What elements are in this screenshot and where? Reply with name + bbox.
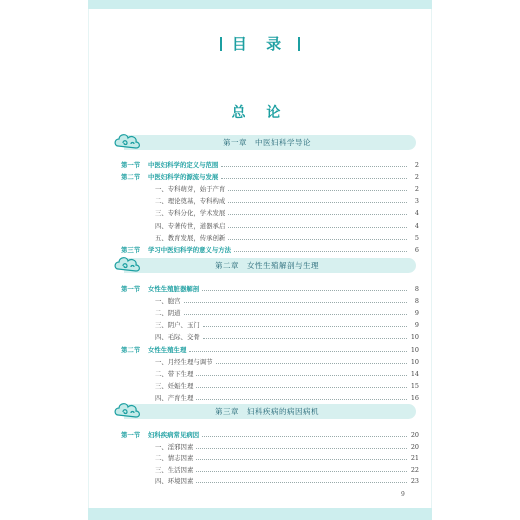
section-number: 第一节: [121, 431, 141, 439]
page-number: 9: [401, 491, 405, 498]
entry-page: 15: [410, 381, 419, 390]
toc-section-row[interactable]: [121, 159, 419, 171]
toc-subsection-row[interactable]: [121, 464, 419, 476]
entry-label: 二、情志因素: [155, 454, 194, 463]
entry-page: 20: [410, 442, 419, 451]
toc-subsection-row[interactable]: [121, 295, 419, 307]
chapter-banner: [118, 404, 416, 419]
entry-page: 8: [414, 285, 419, 293]
entry-label: 一、专科萌芽，始于产育: [155, 185, 226, 194]
entry-label: 学习中医妇科学的意义与方法: [148, 245, 232, 254]
toc-section-row[interactable]: [121, 344, 419, 356]
entry-page: 3: [414, 197, 419, 206]
entry-label: 四、产育生理: [155, 393, 194, 402]
entry-page: 4: [414, 221, 419, 230]
toc-subsection-row[interactable]: [121, 356, 419, 368]
title-right-bar: [298, 37, 300, 51]
entry-page: 23: [410, 477, 419, 486]
entry-page: 4: [414, 209, 419, 218]
leader-dots: [228, 202, 407, 203]
toc-subsection-row[interactable]: [121, 232, 419, 244]
leader-dots: [189, 351, 407, 352]
leader-dots: [234, 251, 407, 252]
leader-dots: [203, 326, 407, 327]
entry-label: 三、妊娠生理: [155, 381, 194, 390]
entry-page: 10: [410, 333, 419, 342]
leader-dots: [228, 214, 407, 215]
chapter-title: 第一章 中医妇科学导论: [223, 138, 311, 147]
entry-page: 10: [410, 357, 419, 366]
entry-label: 一、淫邪因素: [155, 442, 194, 451]
leader-dots: [202, 436, 407, 437]
section-title: 总 论: [231, 105, 289, 121]
page-title: [0, 33, 520, 54]
toc-subsection-row[interactable]: [121, 380, 419, 392]
page-right-border: [431, 9, 432, 508]
entry-page: 2: [414, 161, 419, 169]
top-decor-band: [88, 0, 432, 9]
toc-subsection-row[interactable]: [121, 195, 419, 207]
toc-subsection-row[interactable]: [121, 441, 419, 453]
section-number: 第一节: [121, 161, 141, 169]
leader-dots: [196, 399, 407, 400]
title-left-bar: [220, 37, 222, 51]
toc-section-row[interactable]: [121, 244, 419, 256]
entry-page: 9: [414, 321, 419, 330]
entry-page: 2: [414, 185, 419, 194]
entry-page: 22: [410, 465, 419, 474]
toc-section-row[interactable]: [121, 429, 419, 441]
entry-page: 6: [414, 245, 419, 254]
entry-label: 女性生殖生理: [148, 345, 187, 354]
toc-section-row[interactable]: [121, 171, 419, 183]
entry-page: 10: [410, 345, 419, 354]
section-number: 第二节: [121, 345, 141, 354]
entry-label: 中医妇科学的定义与范围: [148, 161, 219, 169]
toc-subsection-row[interactable]: [121, 475, 419, 487]
toc-section-row[interactable]: [121, 283, 419, 295]
page-left-border: [88, 9, 89, 508]
entry-label: 中医妇科学的源流与发展: [148, 173, 219, 182]
toc-subsection-row[interactable]: [121, 319, 419, 331]
toc-subsection-row[interactable]: [121, 207, 419, 219]
leader-dots: [184, 302, 407, 303]
entry-label: 二、理论奠基，专科构成: [155, 197, 226, 206]
entry-page: 5: [414, 233, 419, 242]
entry-label: 四、专著传世，道器承启: [155, 221, 226, 230]
toc-subsection-row[interactable]: [121, 220, 419, 232]
section-number: 第一节: [121, 285, 141, 293]
chapter-banner: [118, 258, 416, 273]
leader-dots: [221, 178, 407, 179]
entry-label: 三、生活因素: [155, 465, 194, 474]
leader-dots: [202, 290, 407, 291]
leader-dots: [196, 387, 407, 388]
leader-dots: [216, 363, 407, 364]
chapter-banner: [118, 135, 416, 150]
leader-dots: [196, 471, 407, 472]
leader-dots: [228, 239, 407, 240]
entry-label: 女性生殖脏器解剖: [148, 285, 200, 293]
toc-subsection-row[interactable]: [121, 183, 419, 195]
section-number: 第三节: [121, 245, 141, 254]
section-number: 第二节: [121, 173, 141, 182]
bottom-decor-band: [88, 508, 432, 520]
leader-dots: [196, 448, 407, 449]
entry-page: 16: [410, 393, 419, 402]
entry-page: 21: [410, 454, 419, 463]
leader-dots: [184, 314, 407, 315]
entry-label: 妇科疾病常见病因: [148, 431, 200, 439]
entry-label: 一、月经生理与调节: [155, 357, 213, 366]
entry-page: 9: [414, 309, 419, 318]
entry-label: 二、阴道: [155, 309, 181, 318]
toc-subsection-row[interactable]: [121, 307, 419, 319]
entry-page: 8: [414, 297, 419, 306]
leader-dots: [196, 459, 407, 460]
entry-label: 四、毛际、交骨: [155, 333, 200, 342]
entry-label: 三、阴户、玉门: [155, 321, 200, 330]
entry-label: 五、教育发展，传承创新: [155, 233, 226, 242]
leader-dots: [228, 190, 407, 191]
entry-label: 二、带下生理: [155, 369, 194, 378]
entry-label: 一、胞宫: [155, 297, 181, 306]
leader-dots: [228, 227, 407, 228]
toc-subsection-row[interactable]: [121, 392, 419, 404]
toc-subsection-row[interactable]: [121, 452, 419, 464]
entry-page: 14: [410, 369, 419, 378]
leader-dots: [203, 338, 407, 339]
entry-page: 20: [410, 431, 419, 439]
toc-subsection-row[interactable]: [121, 331, 419, 343]
entry-label: 四、环境因素: [155, 477, 194, 486]
chapter-title: 第三章 妇科疾病的病因病机: [215, 407, 319, 416]
toc-subsection-row[interactable]: [121, 368, 419, 380]
leader-dots: [221, 166, 407, 167]
leader-dots: [196, 482, 407, 483]
leader-dots: [196, 375, 407, 376]
chapter-title: 第二章 女性生殖解剖与生理: [215, 261, 319, 270]
page-title-text: 目 录: [231, 35, 289, 53]
entry-page: 2: [414, 173, 419, 182]
entry-label: 三、专科分化，学术发展: [155, 209, 226, 218]
